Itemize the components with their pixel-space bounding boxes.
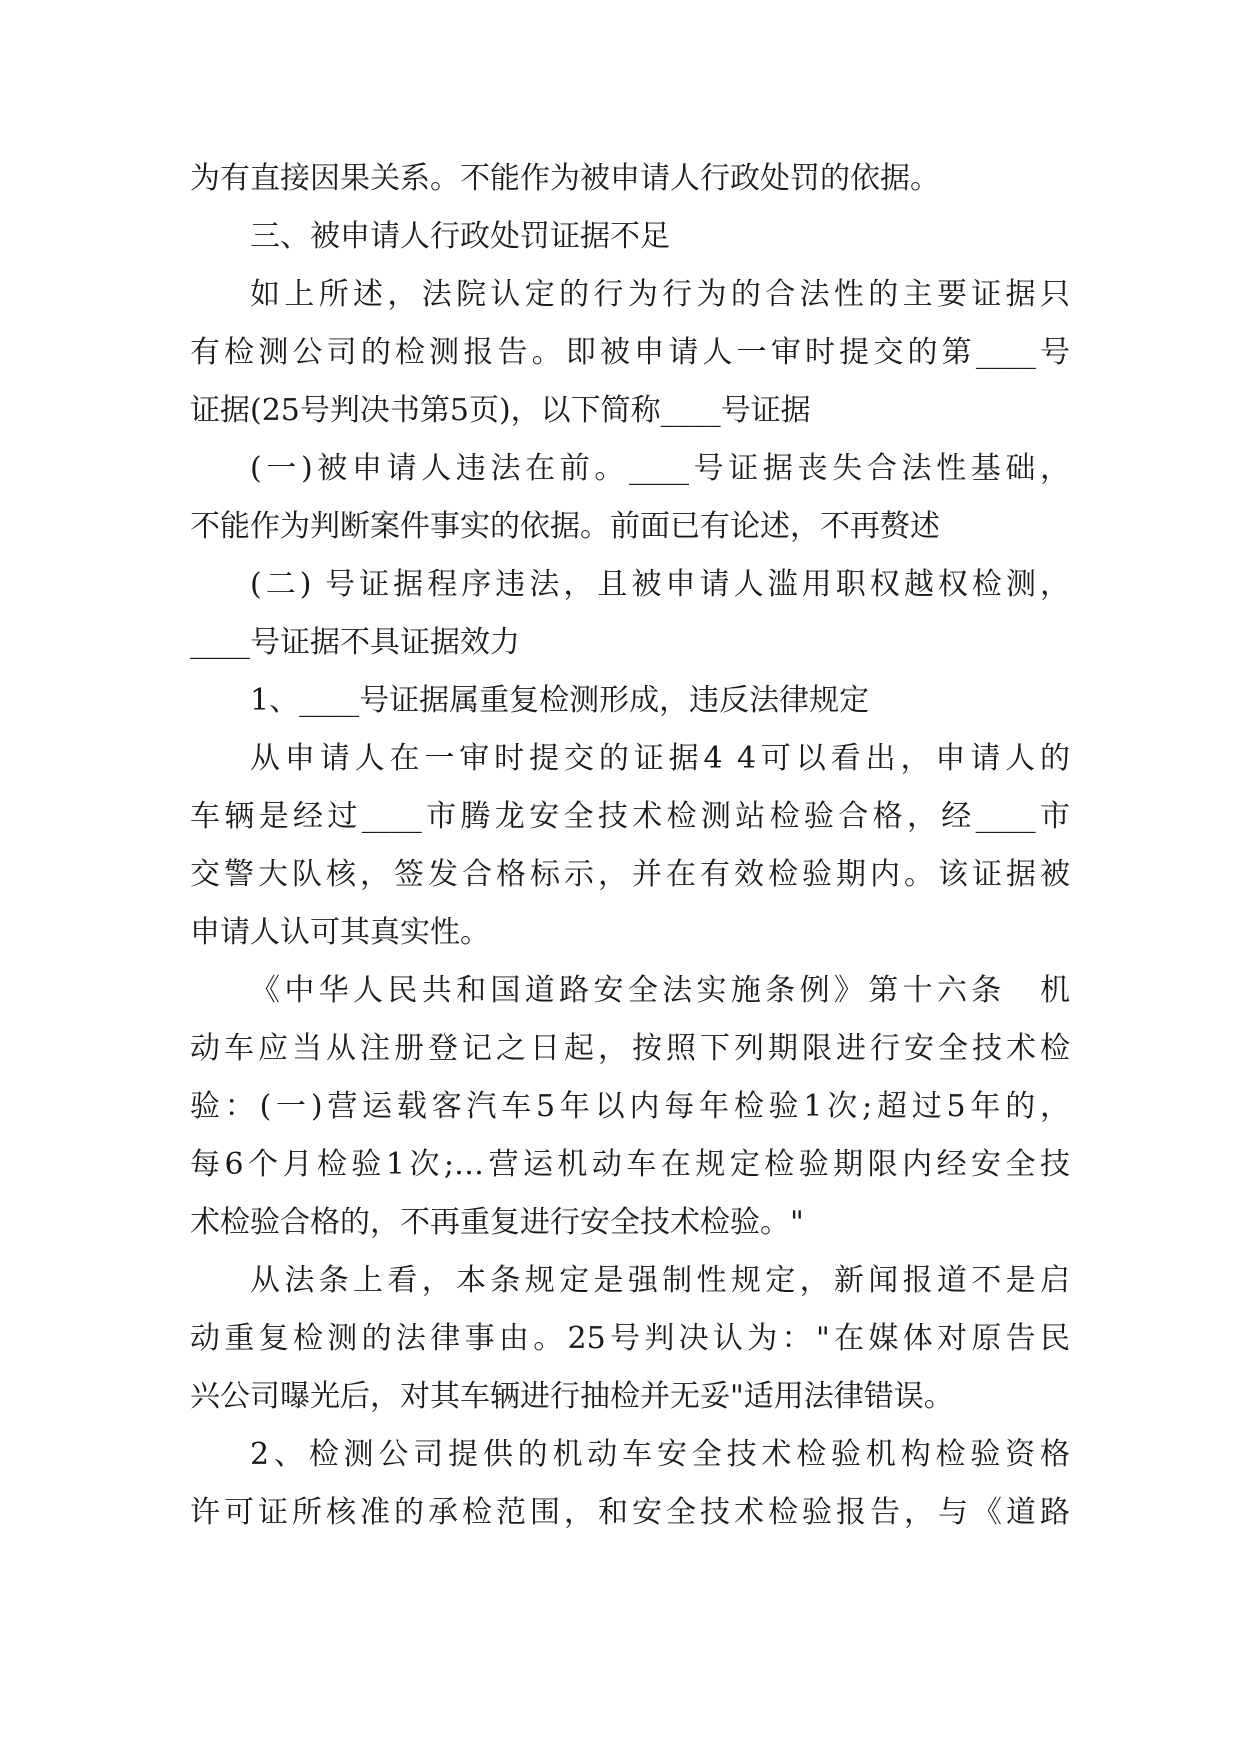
- paragraph-line: 《中华人民共和国道路安全法实施条例》第十六条 机: [250, 973, 1070, 1008]
- paragraph-line: 1、____号证据属重复检测形成，违反法律规定: [250, 683, 870, 718]
- paragraph-line: 兴公司曝光后，对其车辆进行抽检并无妥"适用法律错误。: [190, 1379, 954, 1414]
- paragraph-line: 车辆是经过____市腾龙安全技术检测站检验合格，经____市: [190, 799, 1070, 834]
- paragraph-line: 证据(25号判决书第5页)，以下简称____号证据: [190, 393, 811, 428]
- paragraph-line: 有检测公司的检测报告。即被申请人一审时提交的第____号: [190, 335, 1070, 370]
- paragraph-line: 从法条上看，本条规定是强制性规定，新闻报道不是启: [250, 1263, 1070, 1298]
- paragraph-line: 验：(一)营运载客汽车5年以内每年检验1次;超过5年的，: [190, 1089, 1070, 1124]
- paragraph-line: 动重复检测的法律事由。25号判决认为："在媒体对原告民: [190, 1321, 1070, 1356]
- paragraph-line: 2、检测公司提供的机动车安全技术检验机构检验资格: [250, 1437, 1070, 1472]
- paragraph-line: 动车应当从注册登记之日起，按照下列期限进行安全技术检: [190, 1031, 1070, 1066]
- paragraph-line: 术检验合格的，不再重复进行安全技术检验。": [190, 1205, 804, 1240]
- document-page: [190, 150, 1070, 1542]
- paragraph-line: 申请人认可其真实性。: [190, 915, 490, 950]
- paragraph-line: (一)被申请人违法在前。____号证据丧失合法性基础，: [250, 451, 1070, 486]
- paragraph-line: 交警大队核，签发合格标示，并在有效检验期内。该证据被: [190, 857, 1070, 892]
- paragraph-line: 如上所述，法院认定的行为行为的合法性的主要证据只: [250, 277, 1070, 312]
- paragraph-line: (二) 号证据程序违法，且被申请人滥用职权越权检测，: [250, 567, 1070, 602]
- paragraph-line: 不能作为判断案件事实的依据。前面已有论述，不再赘述: [190, 509, 940, 544]
- section-heading: 三、被申请人行政处罚证据不足: [250, 219, 670, 254]
- paragraph-line: ____号证据不具证据效力: [190, 625, 520, 660]
- paragraph-line: 从申请人在一审时提交的证据4 4可以看出，申请人的: [250, 741, 1070, 776]
- paragraph-line: 为有直接因果关系。不能作为被申请人行政处罚的依据。: [190, 161, 940, 196]
- paragraph-line: 每6个月检验1次;…营运机动车在规定检验期限内经安全技: [190, 1147, 1070, 1182]
- paragraph-line: 许可证所核准的承检范围，和安全技术检验报告，与《道路: [190, 1495, 1070, 1530]
